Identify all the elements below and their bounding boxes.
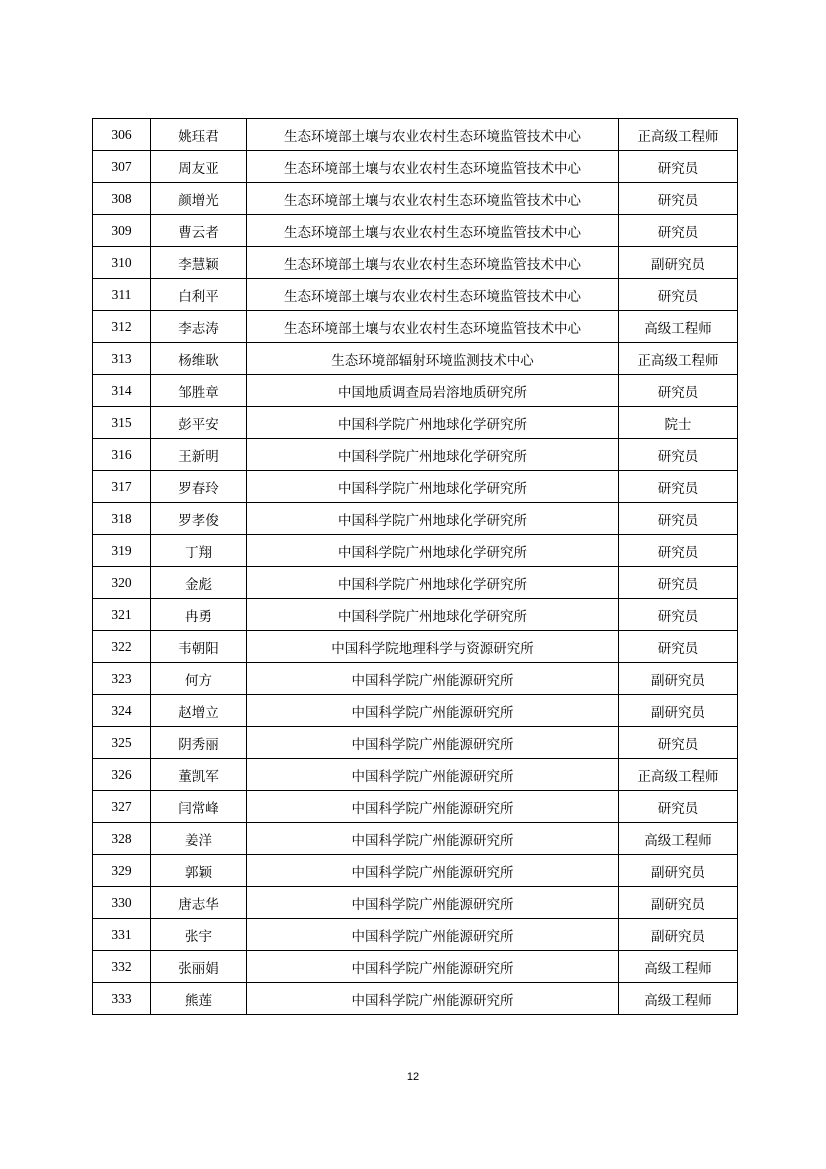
- professional-title-cell: 正高级工程师: [619, 119, 738, 151]
- expert-name-cell: 姜洋: [151, 823, 247, 855]
- row-number-cell: 310: [93, 247, 151, 279]
- affiliation-cell: 中国科学院广州能源研究所: [247, 663, 619, 695]
- professional-title-cell: 研究员: [619, 215, 738, 247]
- table-row: [93, 791, 738, 823]
- expert-name-cell: 周友亚: [151, 151, 247, 183]
- table-row: [93, 119, 738, 151]
- expert-name-cell: 李志涛: [151, 311, 247, 343]
- professional-title-cell: 研究员: [619, 375, 738, 407]
- professional-title-cell: 院士: [619, 407, 738, 439]
- affiliation-cell: 中国科学院广州能源研究所: [247, 887, 619, 919]
- affiliation-cell: 中国科学院广州能源研究所: [247, 855, 619, 887]
- professional-title-cell: 研究员: [619, 791, 738, 823]
- table-row: [93, 471, 738, 503]
- professional-title-cell: 研究员: [619, 471, 738, 503]
- row-number-cell: 313: [93, 343, 151, 375]
- professional-title-cell: 副研究员: [619, 247, 738, 279]
- table-row: [93, 311, 738, 343]
- row-number-cell: 307: [93, 151, 151, 183]
- affiliation-cell: 生态环境部辐射环境监测技术中心: [247, 343, 619, 375]
- professional-title-cell: 研究员: [619, 727, 738, 759]
- affiliation-cell: 中国科学院广州能源研究所: [247, 983, 619, 1015]
- row-number-cell: 318: [93, 503, 151, 535]
- row-number-cell: 314: [93, 375, 151, 407]
- expert-name-cell: 张丽娟: [151, 951, 247, 983]
- expert-name-cell: 姚珏君: [151, 119, 247, 151]
- row-number-cell: 324: [93, 695, 151, 727]
- row-number-cell: 332: [93, 951, 151, 983]
- expert-name-cell: 李慧颖: [151, 247, 247, 279]
- expert-name-cell: 颜增光: [151, 183, 247, 215]
- professional-title-cell: 高级工程师: [619, 983, 738, 1015]
- row-number-cell: 328: [93, 823, 151, 855]
- row-number-cell: 326: [93, 759, 151, 791]
- table-row: [93, 183, 738, 215]
- affiliation-cell: 中国科学院广州地球化学研究所: [247, 407, 619, 439]
- table-row: [93, 663, 738, 695]
- row-number-cell: 311: [93, 279, 151, 311]
- professional-title-cell: 副研究员: [619, 887, 738, 919]
- page-number: 12: [406, 1071, 420, 1083]
- table-row: [93, 727, 738, 759]
- table-row: [93, 407, 738, 439]
- professional-title-cell: 研究员: [619, 151, 738, 183]
- professional-title-cell: 正高级工程师: [619, 759, 738, 791]
- row-number-cell: 331: [93, 919, 151, 951]
- table-row: [93, 151, 738, 183]
- table-row: [93, 855, 738, 887]
- affiliation-cell: 中国地质调查局岩溶地质研究所: [247, 375, 619, 407]
- expert-name-cell: 白利平: [151, 279, 247, 311]
- affiliation-cell: 中国科学院广州能源研究所: [247, 951, 619, 983]
- table-row: [93, 599, 738, 631]
- table-row: [93, 823, 738, 855]
- row-number-cell: 306: [93, 119, 151, 151]
- expert-name-cell: 丁翔: [151, 535, 247, 567]
- expert-name-cell: 邹胜章: [151, 375, 247, 407]
- expert-name-cell: 王新明: [151, 439, 247, 471]
- expert-name-cell: 金彪: [151, 567, 247, 599]
- affiliation-cell: 中国科学院广州地球化学研究所: [247, 503, 619, 535]
- professional-title-cell: 副研究员: [619, 663, 738, 695]
- professional-title-cell: 研究员: [619, 599, 738, 631]
- expert-name-cell: 韦朝阳: [151, 631, 247, 663]
- professional-title-cell: 正高级工程师: [619, 343, 738, 375]
- table-row: [93, 503, 738, 535]
- expert-name-cell: 杨维耿: [151, 343, 247, 375]
- expert-name-cell: 曹云者: [151, 215, 247, 247]
- affiliation-cell: 中国科学院广州能源研究所: [247, 759, 619, 791]
- affiliation-cell: 中国科学院广州能源研究所: [247, 695, 619, 727]
- professional-title-cell: 研究员: [619, 535, 738, 567]
- table-row: [93, 279, 738, 311]
- row-number-cell: 316: [93, 439, 151, 471]
- affiliation-cell: 中国科学院广州地球化学研究所: [247, 471, 619, 503]
- professional-title-cell: 高级工程师: [619, 823, 738, 855]
- professional-title-cell: 研究员: [619, 567, 738, 599]
- row-number-cell: 321: [93, 599, 151, 631]
- professional-title-cell: 研究员: [619, 631, 738, 663]
- table-row: [93, 983, 738, 1015]
- row-number-cell: 315: [93, 407, 151, 439]
- expert-name-cell: 赵增立: [151, 695, 247, 727]
- affiliation-cell: 生态环境部土壤与农业农村生态环境监管技术中心: [247, 247, 619, 279]
- expert-name-cell: 罗春玲: [151, 471, 247, 503]
- table-row: [93, 343, 738, 375]
- row-number-cell: 317: [93, 471, 151, 503]
- row-number-cell: 325: [93, 727, 151, 759]
- affiliation-cell: 中国科学院广州地球化学研究所: [247, 439, 619, 471]
- professional-title-cell: 研究员: [619, 183, 738, 215]
- row-number-cell: 322: [93, 631, 151, 663]
- table-row: [93, 567, 738, 599]
- roster-table: [92, 118, 738, 1015]
- row-number-cell: 319: [93, 535, 151, 567]
- row-number-cell: 327: [93, 791, 151, 823]
- expert-name-cell: 张宇: [151, 919, 247, 951]
- affiliation-cell: 中国科学院广州地球化学研究所: [247, 599, 619, 631]
- professional-title-cell: 高级工程师: [619, 951, 738, 983]
- affiliation-cell: 生态环境部土壤与农业农村生态环境监管技术中心: [247, 215, 619, 247]
- table-row: [93, 439, 738, 471]
- row-number-cell: 308: [93, 183, 151, 215]
- professional-title-cell: 副研究员: [619, 855, 738, 887]
- table-row: [93, 951, 738, 983]
- affiliation-cell: 生态环境部土壤与农业农村生态环境监管技术中心: [247, 151, 619, 183]
- professional-title-cell: 研究员: [619, 279, 738, 311]
- table-row: [93, 887, 738, 919]
- expert-name-cell: 董凯军: [151, 759, 247, 791]
- row-number-cell: 320: [93, 567, 151, 599]
- professional-title-cell: 研究员: [619, 503, 738, 535]
- affiliation-cell: 中国科学院广州能源研究所: [247, 727, 619, 759]
- affiliation-cell: 生态环境部土壤与农业农村生态环境监管技术中心: [247, 279, 619, 311]
- professional-title-cell: 高级工程师: [619, 311, 738, 343]
- table-row: [93, 535, 738, 567]
- row-number-cell: 323: [93, 663, 151, 695]
- table-row: [93, 247, 738, 279]
- table-row: [93, 759, 738, 791]
- expert-name-cell: 郭颖: [151, 855, 247, 887]
- table-row: [93, 919, 738, 951]
- expert-name-cell: 唐志华: [151, 887, 247, 919]
- affiliation-cell: 中国科学院广州能源研究所: [247, 823, 619, 855]
- row-number-cell: 309: [93, 215, 151, 247]
- professional-title-cell: 副研究员: [619, 695, 738, 727]
- roster-table-body: [93, 119, 738, 1015]
- table-row: [93, 375, 738, 407]
- row-number-cell: 330: [93, 887, 151, 919]
- expert-name-cell: 阴秀丽: [151, 727, 247, 759]
- affiliation-cell: 生态环境部土壤与农业农村生态环境监管技术中心: [247, 183, 619, 215]
- professional-title-cell: 副研究员: [619, 919, 738, 951]
- affiliation-cell: 中国科学院广州地球化学研究所: [247, 567, 619, 599]
- table-row: [93, 631, 738, 663]
- affiliation-cell: 生态环境部土壤与农业农村生态环境监管技术中心: [247, 119, 619, 151]
- row-number-cell: 329: [93, 855, 151, 887]
- expert-name-cell: 彭平安: [151, 407, 247, 439]
- expert-name-cell: 闫常峰: [151, 791, 247, 823]
- expert-name-cell: 何方: [151, 663, 247, 695]
- affiliation-cell: 中国科学院广州地球化学研究所: [247, 535, 619, 567]
- affiliation-cell: 中国科学院地理科学与资源研究所: [247, 631, 619, 663]
- expert-name-cell: 冉勇: [151, 599, 247, 631]
- professional-title-cell: 研究员: [619, 439, 738, 471]
- row-number-cell: 333: [93, 983, 151, 1015]
- expert-name-cell: 熊莲: [151, 983, 247, 1015]
- table-row: [93, 695, 738, 727]
- row-number-cell: 312: [93, 311, 151, 343]
- table-row: [93, 215, 738, 247]
- affiliation-cell: 中国科学院广州能源研究所: [247, 791, 619, 823]
- affiliation-cell: 中国科学院广州能源研究所: [247, 919, 619, 951]
- affiliation-cell: 生态环境部土壤与农业农村生态环境监管技术中心: [247, 311, 619, 343]
- expert-name-cell: 罗孝俊: [151, 503, 247, 535]
